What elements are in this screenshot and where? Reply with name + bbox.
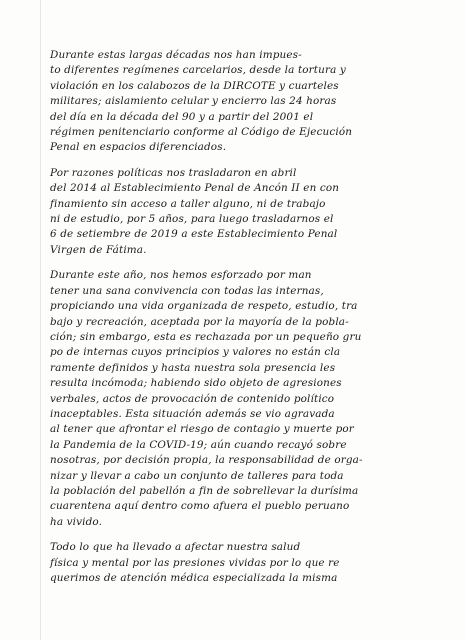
- handwritten-line: régimen penitenciario conforme al Código de Ejecución: [50, 126, 353, 139]
- handwritten-line: Por razones políticas nos trasladaron en abril: [50, 166, 297, 179]
- handwritten-line: querimos de atención médica especializada la misma: [50, 572, 338, 584]
- letter-paragraph-4: [50, 540, 451, 586]
- handwritten-line: Durante estas largas décadas nos han impues-: [50, 49, 302, 61]
- handwritten-line: ramente definidos y hasta nuestra sola presencia les: [50, 361, 336, 374]
- handwritten-line: al tener que afrontar el riesgo de contagio y muerte por: [50, 423, 354, 436]
- handwritten-line: inaceptables. Esta situación además se vio agravada: [50, 407, 335, 420]
- handwritten-line: ni de estudio, por 5 años, para luego trasladarnos el: [50, 213, 334, 226]
- handwritten-line: verbales, actos de provocación de contenido político: [50, 392, 335, 405]
- handwritten-line: bajo y recreación, aceptada por la mayoría de la pobla-: [50, 315, 349, 328]
- handwritten-line: militares; aislamiento celular y encierro las 24 horas: [50, 95, 337, 108]
- handwritten-line: resulta incómoda; habiendo sido objeto de agresiones: [50, 377, 342, 390]
- handwritten-line: Todo lo que ha llevado a afectar nuestra salud: [50, 541, 301, 554]
- handwritten-line: propiciando una vida organizada de respeto, estudio, tra: [50, 300, 358, 313]
- handwritten-line: Durante este año, nos hemos esforzado por man: [50, 269, 312, 282]
- handwritten-line: del 2014 al Establecimiento Penal de Ancón II en con: [50, 182, 340, 195]
- handwritten-line: la Pandemia de la COVID-19; aún cuando recayó sobre: [50, 438, 347, 451]
- letter-paragraph-2: [50, 166, 451, 258]
- handwritten-line: Penal en espacios diferenciados.: [50, 141, 227, 154]
- handwritten-line: física y mental por las presiones vividas por lo que re: [50, 556, 340, 569]
- handwritten-line: Virgen de Fátima.: [50, 243, 147, 256]
- handwritten-line: nosotras, por decisión propia, la responsabilidad de orga-: [50, 454, 363, 467]
- handwritten-line: 6 de setiembre de 2019 a este Establecimiento Penal: [50, 228, 338, 241]
- letter-body: [50, 48, 451, 586]
- handwritten-line: violación en los calabozos de la DIRCOTE y cuarteles: [50, 79, 339, 92]
- handwritten-line: la población del pabellón a fin de sobrellevar la durísima: [50, 484, 359, 497]
- handwritten-line: ción; sin embargo, esta es rechazada por un pequeño gru: [50, 330, 362, 343]
- handwritten-line: finamiento sin acceso a taller alguno, ni de trabajo: [50, 197, 326, 210]
- handwritten-line: cuarentena aquí dentro como afuera el pueblo peruano: [50, 500, 350, 513]
- handwritten-line: tener una sana convivencia con todas las internas,: [50, 284, 324, 297]
- page-margin-line: [40, 0, 41, 640]
- handwritten-line: ha vivido.: [50, 515, 103, 528]
- handwritten-line: to diferentes regímenes carcelarios, desde la tortura y: [50, 64, 346, 77]
- letter-paragraph-3: [50, 268, 451, 530]
- letter-paragraph-1: [50, 48, 451, 156]
- handwritten-line: del día en la década del 90 y a partir del 2001 el: [50, 110, 314, 123]
- handwritten-line: po de internas cuyos principios y valores no están cla: [50, 346, 341, 359]
- handwritten-line: nizar y llevar a cabo un conjunto de talleres para toda: [50, 469, 344, 482]
